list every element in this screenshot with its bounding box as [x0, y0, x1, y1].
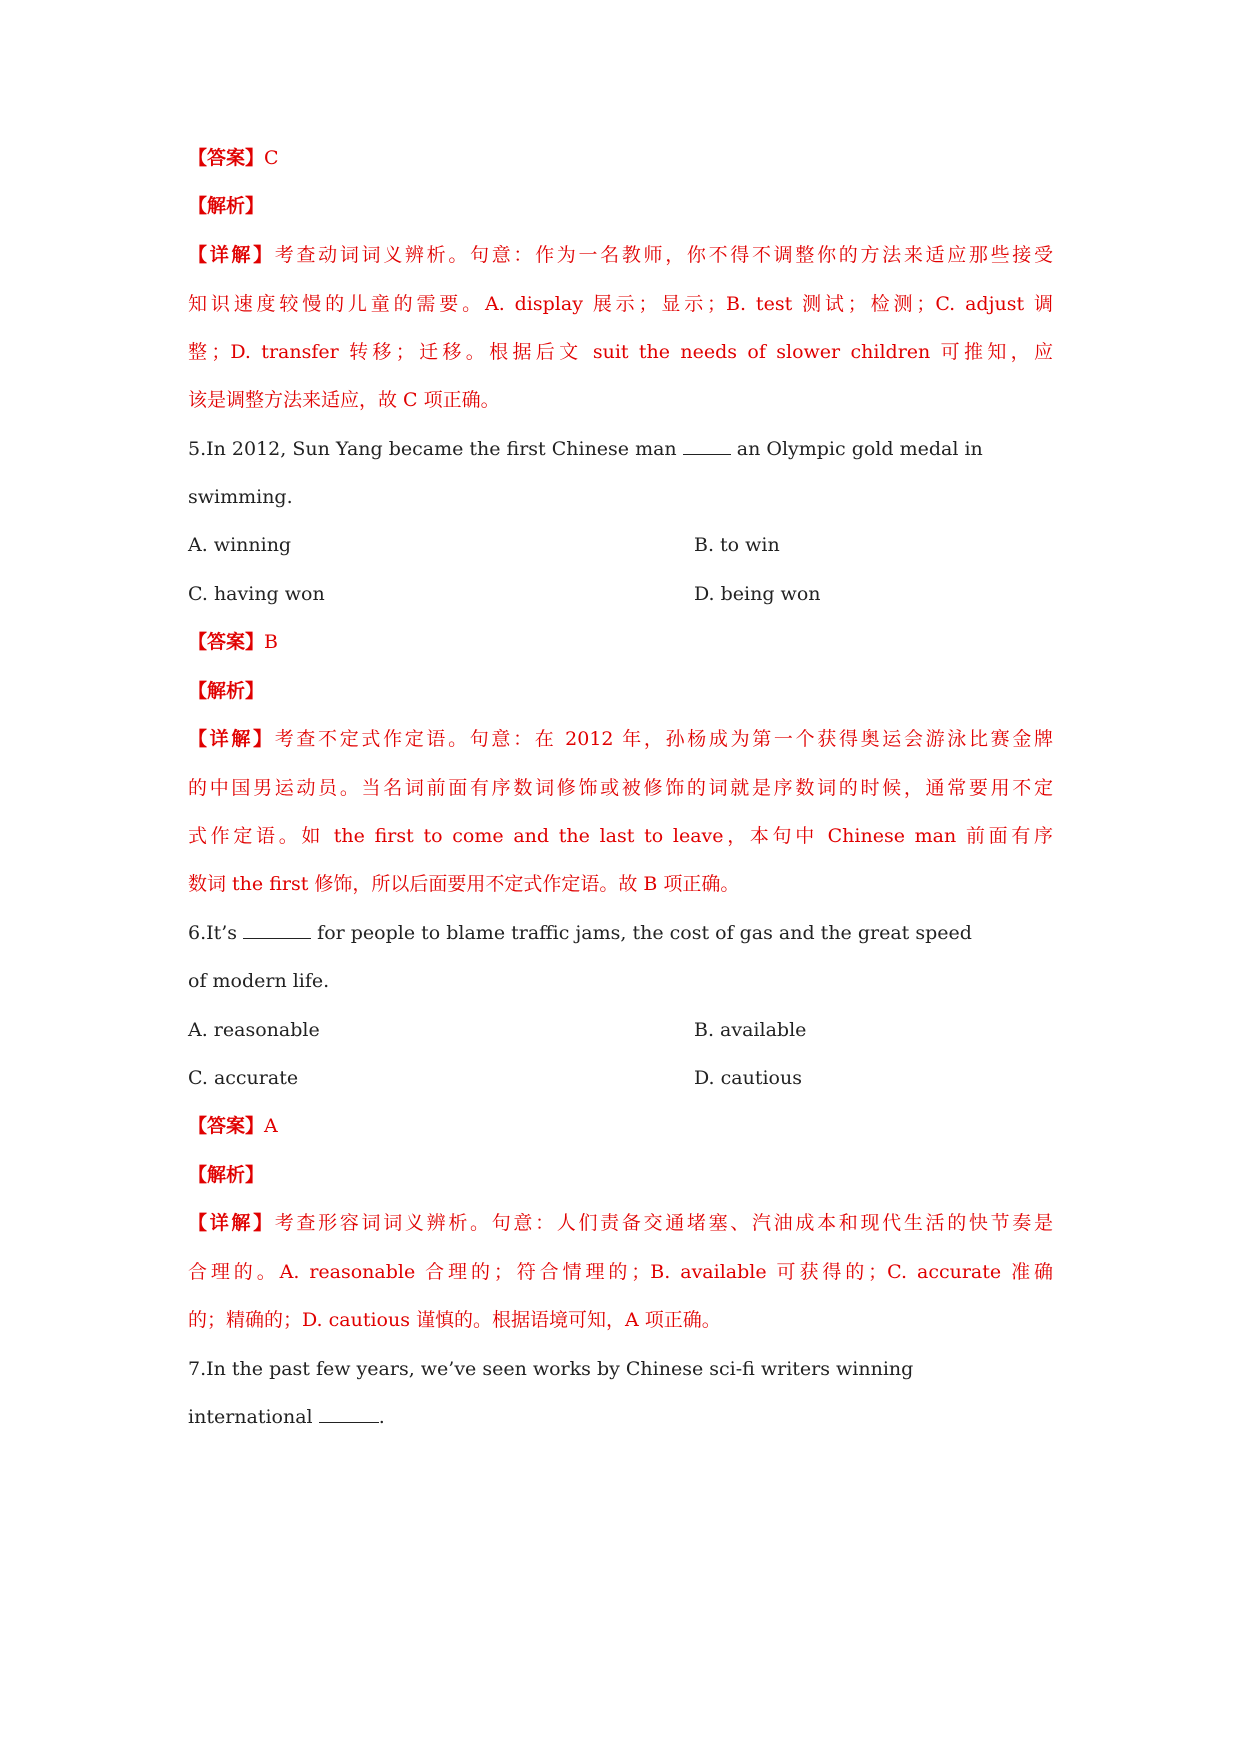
q5-detail-line-2: 的中国男运动员。当名词前面有序数词修饰或被修饰的词就是序数词的时候，通常要用不定 [188, 777, 1053, 799]
answer-label: 【答案】 [188, 631, 265, 653]
q5-option-d: D. being won [694, 583, 821, 605]
analysis-label: 【解析】 [188, 195, 265, 217]
q4-analysis-label-line [188, 191, 1053, 221]
q6-detail-line-1: 【详解】考查形容词词义辨析。句意：人们责备交通堵塞、汽油成本和现代生活的快节奏是 [188, 1212, 1053, 1234]
q5-option-a: A. winning [188, 534, 292, 556]
q6-blank [243, 920, 311, 939]
q4-answer: C [264, 147, 279, 169]
detail-label: 【详解】 [188, 1212, 275, 1234]
q5-detail-line-3: 式作定语。如 the first to come and the last to leave，本句中 Chinese man 前面有序 [188, 825, 1053, 847]
q4-detail-line-4: 该是调整方法来适应，故 C 项正确。 [188, 389, 500, 411]
q6-stem-line-2: of modern life. [188, 970, 330, 992]
q6-option-b: B. available [694, 1019, 807, 1041]
q5-detail-line-1: 【详解】考查不定式作定语。句意：在 2012 年，孙杨成为第一个获得奥运会游泳比赛金牌 [188, 728, 1053, 750]
detail-label: 【详解】 [188, 244, 275, 266]
q6-answer: A [264, 1115, 278, 1137]
q4-detail-line-3: 整；D. transfer 转移；迁移。根据后文 suit the needs of slower children 可推知，应 [188, 341, 1053, 363]
q6-answer-line [188, 1111, 1053, 1141]
q6-detail-line-2: 合理的。A. reasonable 合理的；符合情理的；B. available 可获得的；C. accurate 准确 [188, 1261, 1053, 1283]
q5-option-c: C. having won [188, 583, 325, 605]
q5-stem-line-1: 5.In 2012, Sun Yang became the first Chinese man an Olympic gold medal in [188, 438, 983, 460]
q5-stem-line-2: swimming. [188, 486, 293, 508]
q4-detail-line-1: 【详解】考查动词词义辨析。句意：作为一名教师，你不得不调整你的方法来适应那些接受 [188, 244, 1053, 266]
q7-stem-line-1: 7.In the past few years, we’ve seen works by Chinese sci-fi writers winning [188, 1358, 914, 1380]
q5-answer: B [264, 631, 278, 653]
q5-option-b: B. to win [694, 534, 780, 556]
q7-stem-line-2: international . [188, 1406, 385, 1428]
analysis-label: 【解析】 [188, 1164, 265, 1186]
q5-blank [683, 436, 731, 455]
q6-option-a: A. reasonable [188, 1019, 320, 1041]
answer-label: 【答案】 [188, 1115, 265, 1137]
analysis-label: 【解析】 [188, 680, 265, 702]
q5-analysis-label-line [188, 676, 1053, 706]
q6-option-c: C. accurate [188, 1067, 299, 1089]
q6-detail-line-3: 的；精确的；D. cautious 谨慎的。根据语境可知，A 项正确。 [188, 1309, 721, 1331]
q7-blank [319, 1404, 379, 1423]
q4-answer-line [188, 143, 1053, 173]
q4-detail-line-2: 知识速度较慢的儿童的需要。A. display 展示；显示；B. test 测试；检测；C. adjust 调 [188, 293, 1053, 315]
q5-detail-line-4: 数词 the first 修饰，所以后面要用不定式作定语。故 B 项正确。 [188, 873, 740, 895]
q6-option-d: D. cautious [694, 1067, 802, 1089]
answer-label: 【答案】 [188, 147, 265, 169]
q6-stem-line-1: 6.It’s for people to blame traffic jams, the cost of gas and the great speed [188, 922, 972, 944]
detail-label: 【详解】 [188, 728, 275, 750]
q6-analysis-label-line [188, 1160, 1053, 1190]
q5-answer-line [188, 627, 1053, 657]
